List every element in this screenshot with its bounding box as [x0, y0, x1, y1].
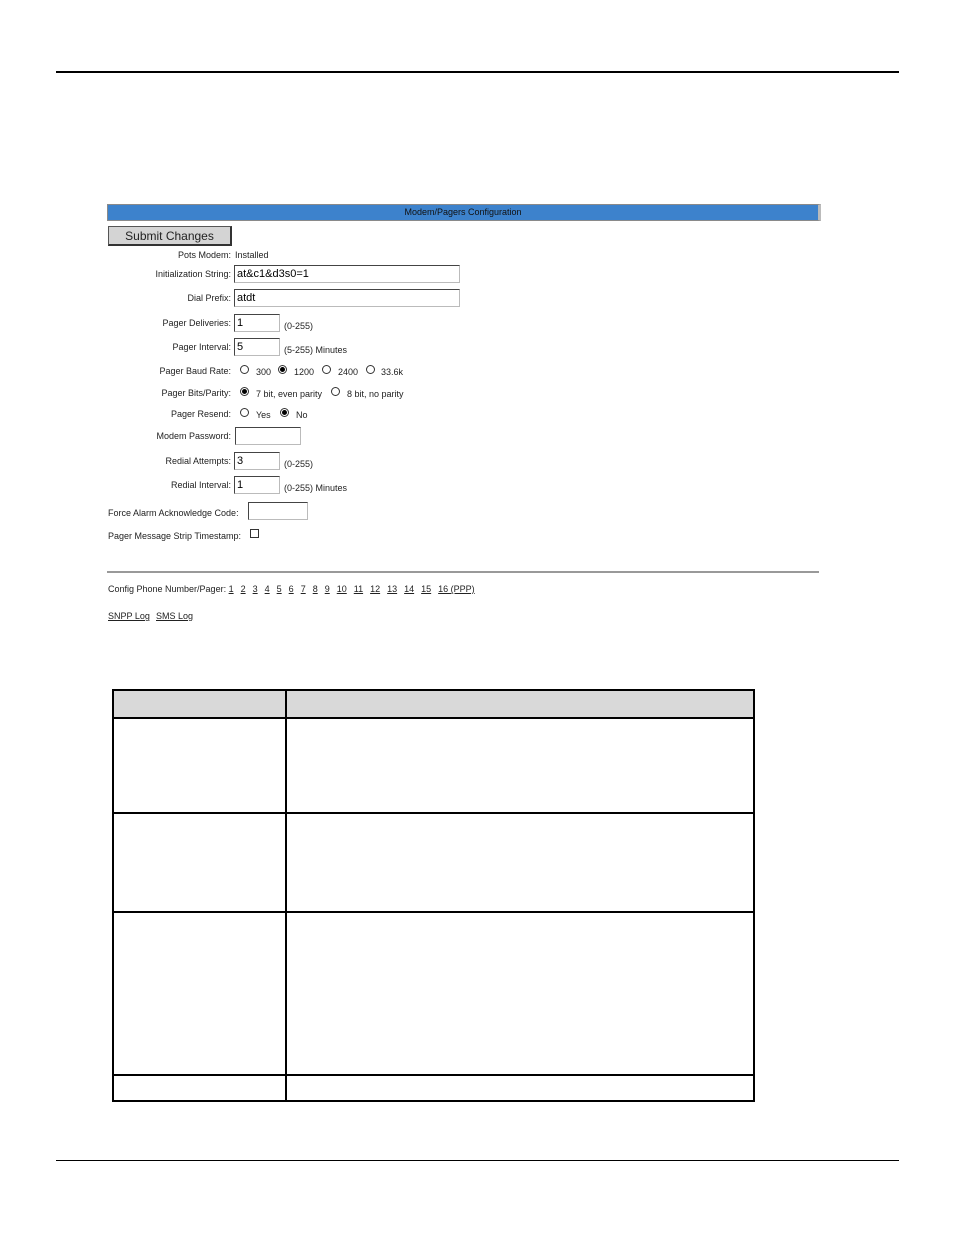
baud-rate-label: Pager Baud Rate:	[159, 366, 231, 376]
phone-link-11[interactable]: 11	[353, 584, 364, 594]
phone-link-list	[229, 584, 482, 594]
pager-interval-input[interactable]	[234, 338, 280, 356]
redial-attempts-input[interactable]	[234, 452, 280, 470]
section-divider	[107, 571, 819, 573]
phone-link-15[interactable]: 15	[421, 584, 432, 594]
phone-links	[108, 584, 482, 594]
parity-8bit-radio[interactable]	[331, 387, 340, 396]
bits-parity-label: Pager Bits/Parity:	[161, 388, 231, 398]
phone-link-3[interactable]: 3	[252, 584, 258, 594]
phone-link-9[interactable]: 9	[324, 584, 330, 594]
modem-password-input[interactable]	[235, 427, 301, 445]
phone-link-12[interactable]: 12	[370, 584, 381, 594]
description-table	[112, 689, 755, 1102]
phone-link-2[interactable]: 2	[240, 584, 246, 594]
pots-modem-label: Pots Modem:	[177, 250, 231, 260]
submit-changes-button[interactable]: Submit Changes	[108, 226, 232, 246]
resend-no-label: No	[296, 410, 308, 420]
dial-prefix-input[interactable]	[234, 289, 460, 307]
baud-300-radio[interactable]	[240, 365, 249, 374]
config-title: Modem/Pagers Configuration	[404, 207, 522, 217]
baud-33k-radio[interactable]	[366, 365, 375, 374]
force-ack-label: Force Alarm Acknowledge Code:	[108, 508, 239, 518]
table-header	[114, 691, 753, 719]
phone-link-14[interactable]: 14	[404, 584, 415, 594]
bottom-rule	[56, 1160, 899, 1161]
phone-link-10[interactable]: 10	[336, 584, 347, 594]
init-string-label: Initialization String:	[155, 269, 231, 279]
pager-resend-label: Pager Resend:	[170, 409, 231, 419]
init-string-input[interactable]	[234, 265, 460, 283]
parity-7bit-radio[interactable]	[240, 387, 249, 396]
parity-8bit-label: 8 bit, no parity	[347, 389, 404, 399]
parity-7bit-label: 7 bit, even parity	[256, 389, 323, 399]
table-row-divider	[114, 812, 753, 814]
phone-link-8[interactable]: 8	[312, 584, 318, 594]
resend-no-radio[interactable]	[280, 408, 289, 417]
table-column-divider	[285, 691, 287, 1100]
pots-modem-value: Installed	[235, 250, 269, 260]
strip-timestamp-checkbox[interactable]	[250, 529, 259, 538]
pager-deliveries-label: Pager Deliveries:	[162, 318, 231, 328]
redial-interval-hint: (0-255) Minutes	[284, 483, 348, 493]
force-ack-input[interactable]	[248, 502, 308, 520]
pager-interval-hint: (5-255) Minutes	[284, 345, 348, 355]
phone-link-13[interactable]: 13	[387, 584, 398, 594]
baud-2400-label: 2400	[338, 367, 359, 377]
phone-link-5[interactable]: 5	[276, 584, 282, 594]
redial-interval-input[interactable]	[234, 476, 280, 494]
dial-prefix-label: Dial Prefix:	[187, 293, 231, 303]
pager-deliveries-input[interactable]	[234, 314, 280, 332]
phone-link-16[interactable]: 16 (PPP)	[438, 584, 475, 594]
resend-yes-label: Yes	[256, 410, 271, 420]
phone-link-7[interactable]: 7	[300, 584, 306, 594]
resend-yes-radio[interactable]	[240, 408, 249, 417]
phone-link-6[interactable]: 6	[288, 584, 294, 594]
snpp-log-link[interactable]: SNPP Log	[108, 611, 150, 621]
baud-2400-radio[interactable]	[322, 365, 331, 374]
redial-attempts-hint: (0-255)	[284, 459, 314, 469]
baud-33k-label: 33.6k	[381, 367, 404, 377]
baud-1200-radio[interactable]	[278, 365, 287, 374]
top-rule	[56, 71, 899, 73]
table-row-divider	[114, 1074, 753, 1076]
sms-log-link[interactable]: SMS Log	[156, 611, 194, 621]
baud-1200-label: 1200	[294, 367, 315, 377]
config-title-bar	[107, 204, 821, 221]
phone-link-1[interactable]: 1	[228, 584, 234, 594]
baud-300-label: 300	[256, 367, 272, 377]
phone-link-4[interactable]: 4	[264, 584, 270, 594]
redial-interval-label: Redial Interval:	[170, 480, 231, 490]
pager-interval-label: Pager Interval:	[172, 342, 231, 352]
strip-timestamp-label: Pager Message Strip Timestamp:	[108, 531, 242, 541]
pager-deliveries-hint: (0-255)	[284, 321, 314, 331]
modem-password-label: Modem Password:	[156, 431, 231, 441]
phone-links-label: Config Phone Number/Pager:	[108, 584, 227, 594]
redial-attempts-label: Redial Attempts:	[165, 456, 231, 466]
table-row-divider	[114, 911, 753, 913]
